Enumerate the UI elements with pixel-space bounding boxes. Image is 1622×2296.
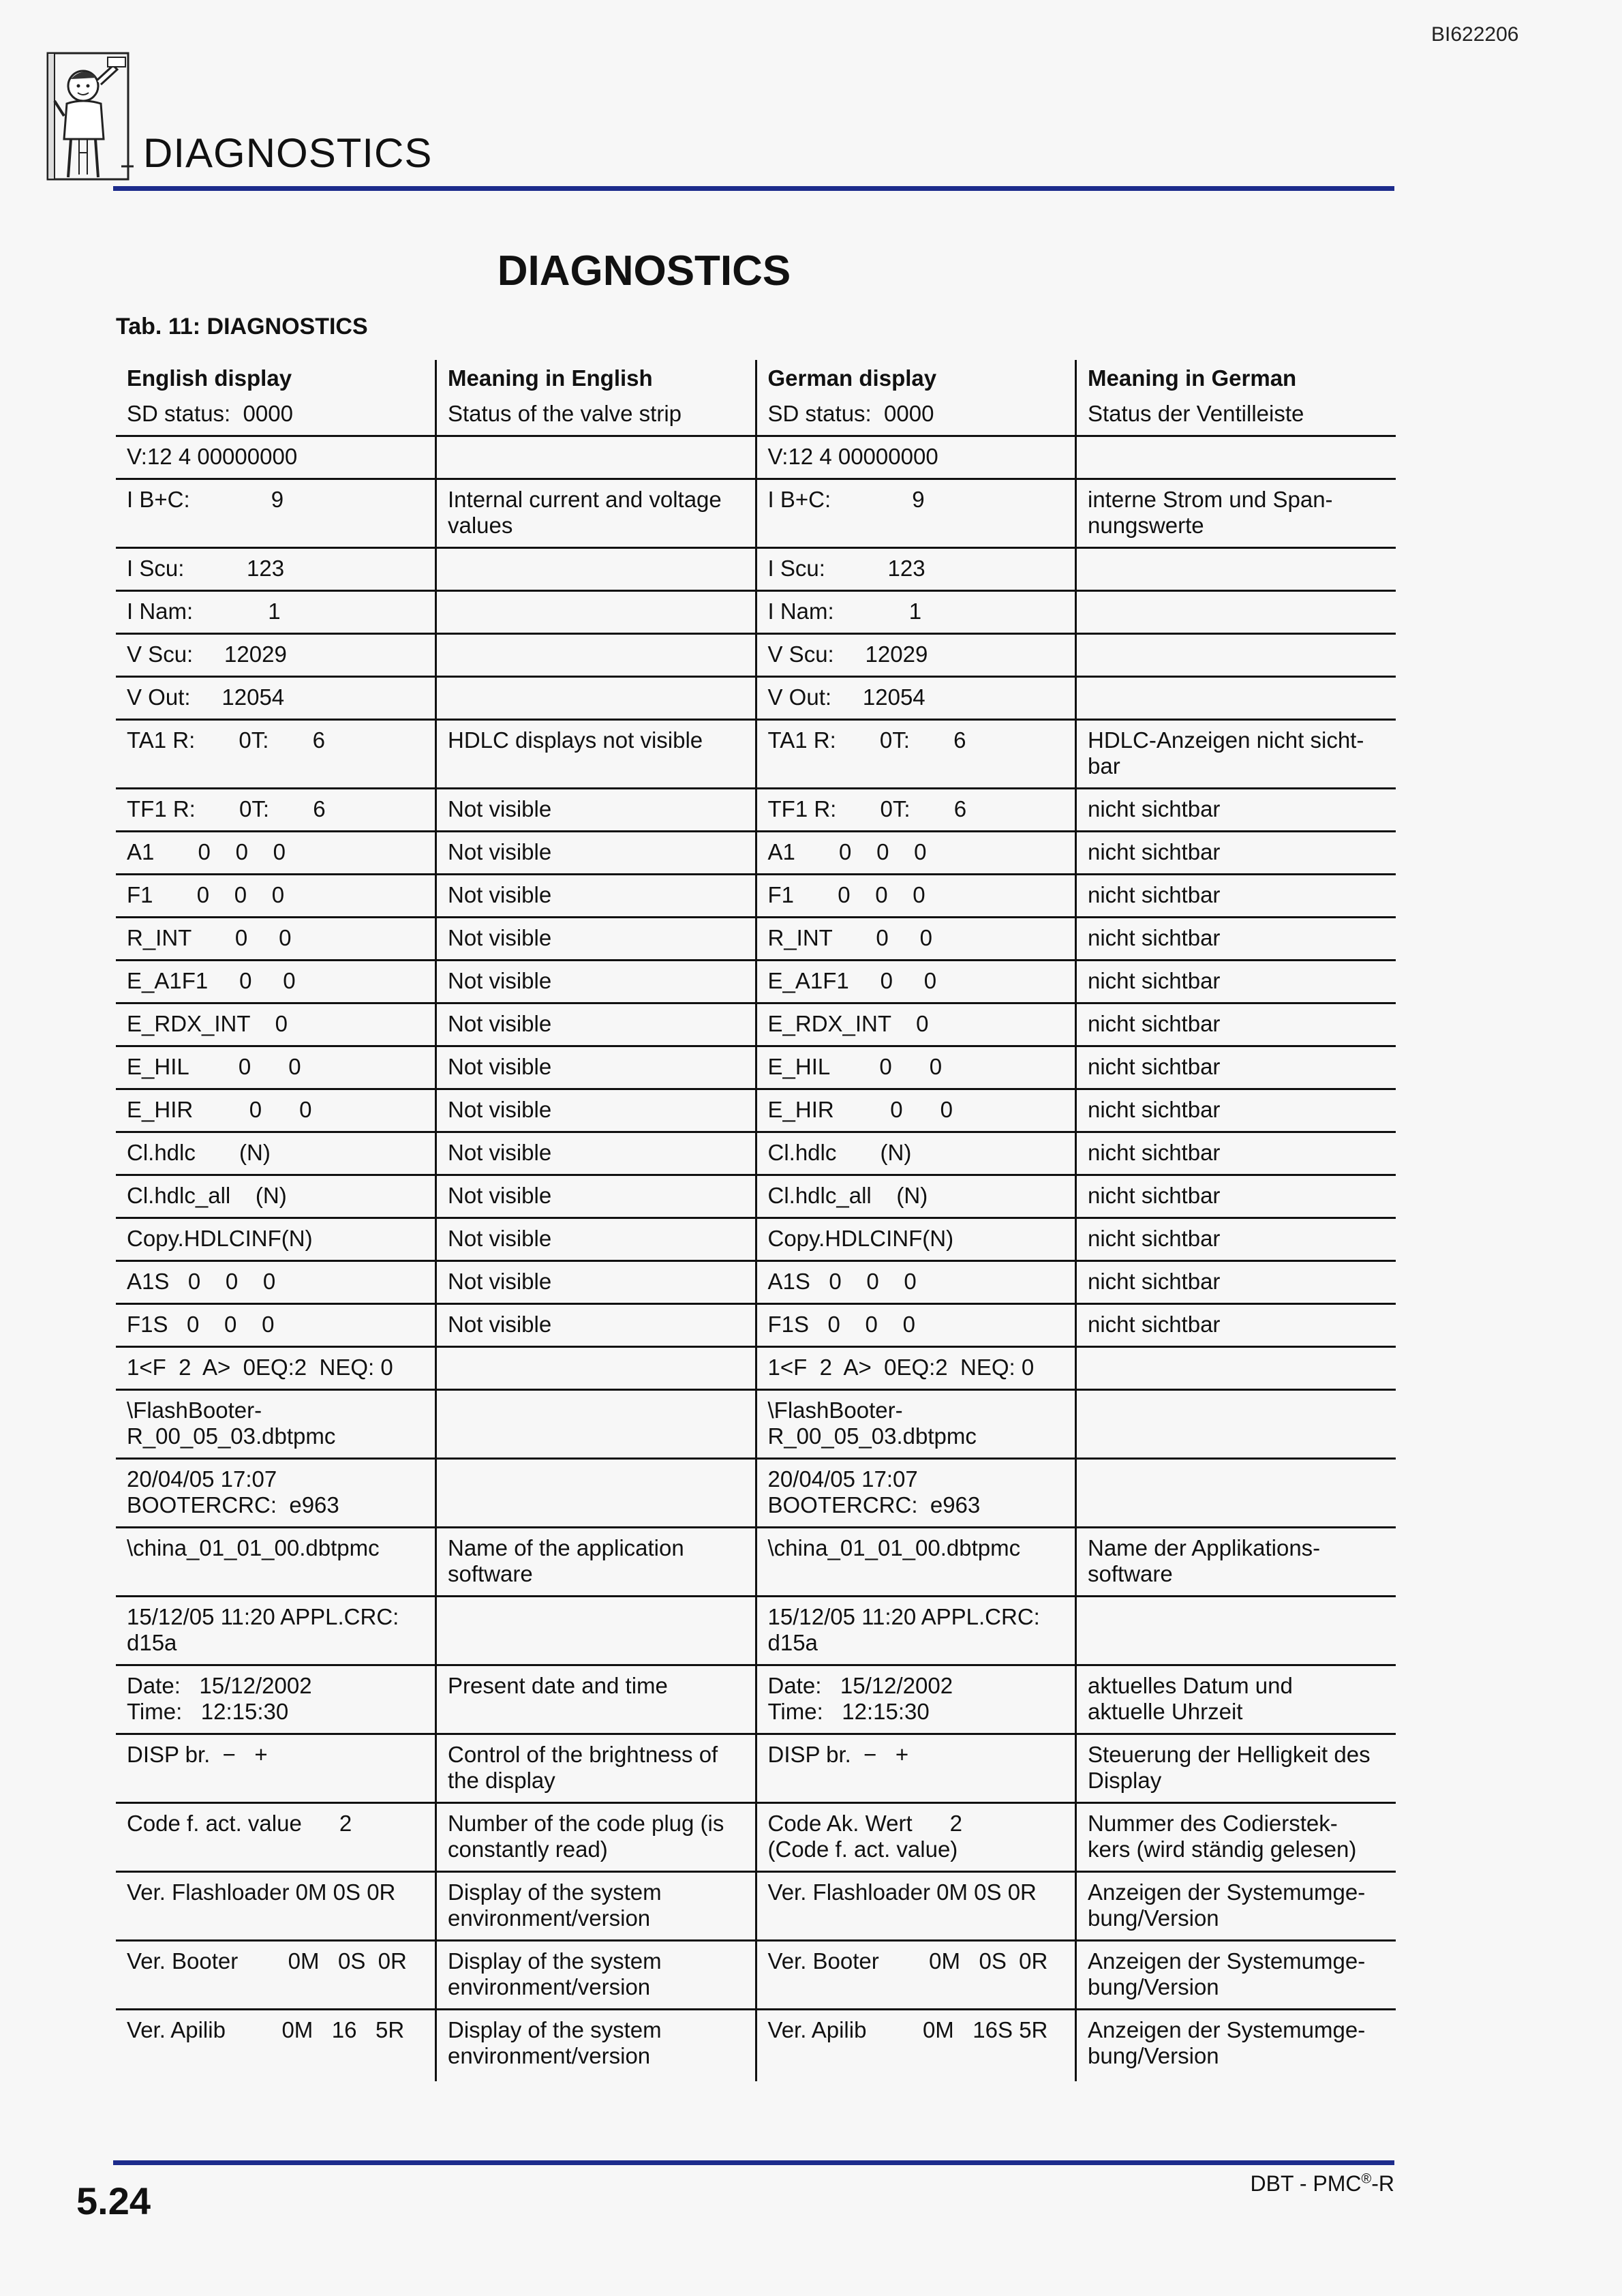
german-display-cell: 20/04/05 17:07 BOOTERCRC: e963 (756, 1459, 1076, 1528)
meaning-german-cell: HDLC-Anzeigen nicht sicht- bar (1076, 720, 1396, 789)
table-row (116, 961, 1396, 1003)
english-display-cell: 15/12/05 11:20 APPL.CRC: d15a (116, 1597, 436, 1665)
english-display-cell: Ver. Apilib 0M 16 5R (127, 2017, 405, 2042)
meaning-german-cell: Status der Ventilleiste (1076, 399, 1396, 436)
german-display-cell: E_RDX_INT 0 (756, 1003, 1076, 1046)
german-display-cell: E_A1F1 0 0 (756, 961, 1076, 1003)
diagnostics-table (116, 360, 1396, 2081)
english-display-cell: Code f. act. value 2 (116, 1803, 436, 1872)
meaning-english-cell: Not visible (436, 1089, 756, 1132)
header-title: DIAGNOSTICS (143, 130, 433, 176)
german-display-cell: V Scu: 12029 (756, 634, 1076, 677)
meaning-english-cell (436, 634, 756, 677)
german-display-cell: E_HIL 0 0 (756, 1046, 1076, 1089)
meaning-english-cell (436, 591, 756, 634)
table-row (116, 436, 1396, 479)
header-rule (113, 186, 1394, 191)
table-row (116, 677, 1396, 720)
meaning-english-cell: Not visible (436, 1003, 756, 1046)
meaning-german-cell (1076, 591, 1396, 634)
english-display-cell: A1S 0 0 0 (116, 1261, 436, 1304)
page-title: DIAGNOSTICS (497, 247, 791, 294)
table-row (116, 548, 1396, 591)
german-display-cell: TF1 R: 0T: 6 (756, 789, 1076, 832)
german-display-cell: Copy.HDLCINF(N) (756, 1218, 1076, 1261)
german-display-cell: A1S 0 0 0 (756, 1261, 1076, 1304)
meaning-german-cell: nicht sichtbar (1076, 1218, 1396, 1261)
german-display-cell: Cl.hdlc (N) (756, 1132, 1076, 1175)
meaning-english-cell: Not visible (436, 1175, 756, 1218)
meaning-english-cell: Not visible (436, 1132, 756, 1175)
meaning-german-cell: nicht sichtbar (1076, 1261, 1396, 1304)
meaning-german-cell: nicht sichtbar (1076, 1089, 1396, 1132)
meaning-english-cell: Display of the system environment/version (436, 1941, 756, 2010)
english-display-cell: 1<F 2 A> 0EQ:2 NEQ: 0 (116, 1347, 436, 1390)
meaning-english-cell: Internal current and voltage values (436, 479, 756, 548)
table-row (116, 1089, 1396, 1132)
table-row (116, 1734, 1396, 1803)
english-display-cell: E_A1F1 0 0 (116, 961, 436, 1003)
english-display-cell: Ver. Flashloader 0M 0S 0R (116, 1872, 436, 1941)
meaning-english-cell: Not visible (436, 875, 756, 918)
english-display-cell: I Nam: 1 (116, 591, 436, 634)
meaning-german-cell: nicht sichtbar (1076, 918, 1396, 961)
german-display-cell: Ver. Flashloader 0M 0S 0R (756, 1872, 1076, 1941)
table-row (116, 1941, 1396, 2010)
meaning-english-cell: Not visible (436, 1261, 756, 1304)
meaning-german-cell: nicht sichtbar (1076, 875, 1396, 918)
table-row (116, 1390, 1396, 1459)
german-display-cell: \china_01_01_00.dbtpmc (756, 1528, 1076, 1597)
german-display-cell: R_INT 0 0 (756, 918, 1076, 961)
meaning-english-cell (436, 1347, 756, 1390)
meaning-german-cell: nicht sichtbar (1076, 1046, 1396, 1089)
table-header-row (116, 360, 1396, 399)
table-row (116, 1132, 1396, 1175)
column-header-meaning-german: Meaning in German (1076, 360, 1396, 399)
document-id: BI622206 (1431, 23, 1519, 46)
table-row (116, 479, 1396, 548)
meaning-english-cell: Not visible (436, 1304, 756, 1347)
table-row (116, 1803, 1396, 1872)
english-display-cell: I Scu: 123 (116, 548, 436, 591)
english-display-cell: 20/04/05 17:07 BOOTERCRC: e963 (116, 1459, 436, 1528)
meaning-english-cell: Not visible (436, 961, 756, 1003)
german-display-cell: SD status: 0000 (756, 399, 1076, 436)
english-display-cell: E_RDX_INT 0 (116, 1003, 436, 1046)
meaning-german-cell (1076, 677, 1396, 720)
german-display-cell: Ver. Apilib 0M 16S 5R (756, 2010, 1076, 2082)
footer-rule (113, 2160, 1394, 2165)
table-row (116, 1347, 1396, 1390)
table-row (116, 399, 1396, 436)
table-row (116, 591, 1396, 634)
german-display-cell: \FlashBooter- R_00_05_03.dbtpmc (756, 1390, 1076, 1459)
german-display-cell: DISP br. − + (756, 1734, 1076, 1803)
table-row (116, 1528, 1396, 1597)
meaning-english-cell: Control of the brightness of the display (436, 1734, 756, 1803)
german-display-cell: Cl.hdlc_all (N) (756, 1175, 1076, 1218)
meaning-english-cell: Not visible (436, 1218, 756, 1261)
german-display-cell: E_HIR 0 0 (756, 1089, 1076, 1132)
meaning-german-cell: Nummer des Codierstek- kers (wird ständig gelesen) (1076, 1803, 1396, 1872)
meaning-german-cell: Anzeigen der Systemumge- bung/Version (1076, 1941, 1396, 2010)
english-display-cell: DISP br. − + (116, 1734, 436, 1803)
meaning-german-cell (1076, 436, 1396, 479)
table-row (116, 1304, 1396, 1347)
meaning-english-cell: HDLC displays not visible (436, 720, 756, 789)
product-name (1251, 2171, 1394, 2196)
english-display-cell: R_INT 0 0 (116, 918, 436, 961)
meaning-english-cell: Display of the system environment/version (436, 1872, 756, 1941)
meaning-german-cell (1076, 1347, 1396, 1390)
english-display-cell: V Out: 12054 (116, 677, 436, 720)
meaning-english-cell: Not visible (436, 1046, 756, 1089)
german-display-cell: V:12 4 00000000 (756, 436, 1076, 479)
table-row (116, 1665, 1396, 1734)
english-display-cell: TF1 R: 0T: 6 (116, 789, 436, 832)
table-caption: Tab. 11: DIAGNOSTICS (116, 314, 368, 339)
column-header-meaning-english: Meaning in English (436, 360, 756, 399)
english-display-cell: \china_01_01_00.dbtpmc (116, 1528, 436, 1597)
meaning-english-cell (436, 1459, 756, 1528)
meaning-german-cell: nicht sichtbar (1076, 789, 1396, 832)
english-display-cell: Date: 15/12/2002 Time: 12:15:30 (116, 1665, 436, 1734)
meaning-german-cell (1076, 1390, 1396, 1459)
meaning-german-cell: nicht sichtbar (1076, 961, 1396, 1003)
german-display-cell: I B+C: 9 (756, 479, 1076, 548)
table-row (116, 832, 1396, 875)
table-row (116, 720, 1396, 789)
meaning-german-cell: interne Strom und Span- nungswerte (1076, 479, 1396, 548)
english-display-cell: TA1 R: 0T: 6 (116, 720, 436, 789)
meaning-german-cell: nicht sichtbar (1076, 1003, 1396, 1046)
german-display-cell: 1<F 2 A> 0EQ:2 NEQ: 0 (756, 1347, 1076, 1390)
table-row (116, 918, 1396, 961)
meaning-german-cell (1076, 548, 1396, 591)
table-row (116, 875, 1396, 918)
meaning-german-cell: nicht sichtbar (1076, 1132, 1396, 1175)
column-header-german-display: German display (756, 360, 1076, 399)
meaning-german-cell: Anzeigen der Systemumge- bung/Version (1076, 1872, 1396, 1941)
english-display-cell: I B+C: 9 (116, 479, 436, 548)
german-display-cell: V Out: 12054 (756, 677, 1076, 720)
english-display-cell: V Scu: 12029 (116, 634, 436, 677)
product-name-suffix: -R (1371, 2171, 1394, 2196)
german-display-cell: I Nam: 1 (756, 591, 1076, 634)
meaning-english-cell: Present date and time (436, 1665, 756, 1734)
german-display-cell: A1 0 0 0 (756, 832, 1076, 875)
table-row (116, 789, 1396, 832)
meaning-german-cell: aktuelles Datum und aktuelle Uhrzeit (1076, 1665, 1396, 1734)
meaning-english-cell: Number of the code plug (is constantly read) (436, 1803, 756, 1872)
meaning-german-cell: nicht sichtbar (1076, 1175, 1396, 1218)
english-display-cell: F1S 0 0 0 (116, 1304, 436, 1347)
meaning-german-cell: Anzeigen der Systemumge- bung/Version (1076, 2010, 1396, 2082)
meaning-english-cell: Not visible (436, 918, 756, 961)
meaning-german-cell: nicht sichtbar (1076, 1304, 1396, 1347)
english-display-cell: Cl.hdlc_all (N) (116, 1175, 436, 1218)
meaning-english-cell (436, 677, 756, 720)
meaning-german-cell (1076, 1597, 1396, 1665)
meaning-english-cell (436, 548, 756, 591)
german-display-cell: 15/12/05 11:20 APPL.CRC: d15a (756, 1597, 1076, 1665)
english-display-cell: A1 0 0 0 (116, 832, 436, 875)
table-row (116, 634, 1396, 677)
english-display-cell: Copy.HDLCINF(N) (116, 1218, 436, 1261)
english-display-cell: \FlashBooter- R_00_05_03.dbtpmc (116, 1390, 436, 1459)
german-display-cell: F1 0 0 0 (756, 875, 1076, 918)
meaning-german-cell: nicht sichtbar (1076, 832, 1396, 875)
registered-mark: ® (1361, 2171, 1372, 2187)
english-display-cell: V:12 4 00000000 (116, 436, 436, 479)
table-row (116, 1218, 1396, 1261)
meaning-english-cell (436, 436, 756, 479)
english-display-cell: E_HIR 0 0 (116, 1089, 436, 1132)
meaning-english-cell: Display of the system environment/version (436, 2010, 756, 2082)
page-number: 5.24 (76, 2179, 151, 2222)
german-display-cell: F1S 0 0 0 (756, 1304, 1076, 1347)
table-row (116, 1597, 1396, 1665)
meaning-english-cell: Name of the application software (436, 1528, 756, 1597)
table-row (116, 2010, 1396, 2082)
german-display-cell: Code Ak. Wert 2 (Code f. act. value) (756, 1803, 1076, 1872)
column-header-english-display: English display (127, 365, 292, 391)
meaning-german-cell: Name der Applikations- software (1076, 1528, 1396, 1597)
table-row (116, 1046, 1396, 1089)
table-row (116, 1459, 1396, 1528)
table-row (116, 1175, 1396, 1218)
table-row (116, 1003, 1396, 1046)
product-name-prefix: DBT - PMC (1250, 2171, 1362, 2196)
technician-diagnostics-icon (45, 50, 134, 187)
english-display-cell: E_HIL 0 0 (116, 1046, 436, 1089)
meaning-english-cell (436, 1390, 756, 1459)
meaning-english-cell: Status of the valve strip (436, 399, 756, 436)
meaning-english-cell (436, 1597, 756, 1665)
table-body (116, 399, 1396, 2081)
english-display-cell: F1 0 0 0 (116, 875, 436, 918)
english-display-cell: Cl.hdlc (N) (116, 1132, 436, 1175)
meaning-english-cell: Not visible (436, 832, 756, 875)
meaning-german-cell (1076, 634, 1396, 677)
table-row (116, 1261, 1396, 1304)
german-display-cell: Date: 15/12/2002 Time: 12:15:30 (756, 1665, 1076, 1734)
english-display-cell: Ver. Booter 0M 0S 0R (116, 1941, 436, 2010)
german-display-cell: TA1 R: 0T: 6 (756, 720, 1076, 789)
meaning-german-cell: Steuerung der Helligkeit des Display (1076, 1734, 1396, 1803)
german-display-cell: I Scu: 123 (756, 548, 1076, 591)
meaning-english-cell: Not visible (436, 789, 756, 832)
german-display-cell: Ver. Booter 0M 0S 0R (756, 1941, 1076, 2010)
table-row (116, 1872, 1396, 1941)
english-display-cell: SD status: 0000 (116, 399, 436, 436)
meaning-german-cell (1076, 1459, 1396, 1528)
